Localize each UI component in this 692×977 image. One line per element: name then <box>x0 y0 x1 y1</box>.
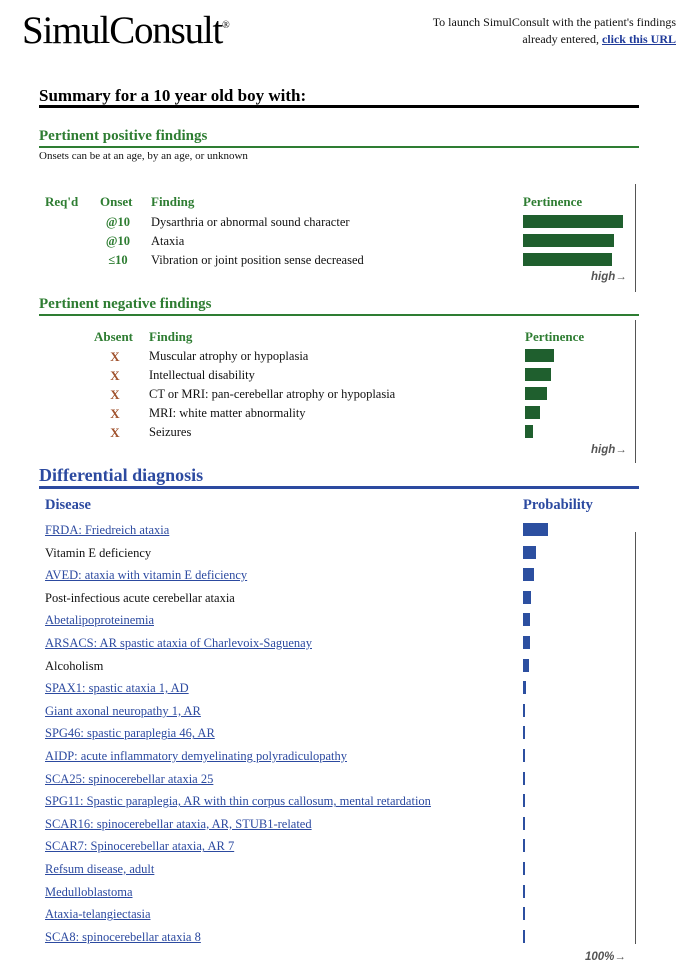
probability-bar <box>523 907 525 920</box>
differential-divider <box>39 486 639 489</box>
positive-findings-title: Pertinent positive findings <box>39 128 208 144</box>
col-negative-pertinence-header: Pertinence <box>525 329 585 344</box>
positive-scale-line <box>635 184 636 292</box>
probability-bar <box>523 794 525 807</box>
disease-link[interactable]: SPG46: spastic paraplegia 46, AR <box>45 726 215 741</box>
probability-bar <box>523 862 525 875</box>
disease-name: Post-infectious acute cerebellar ataxia <box>45 590 235 605</box>
disease-link[interactable]: Abetalipoproteinemia <box>45 613 154 628</box>
probability-bar <box>523 568 534 581</box>
negative-high-label: high→ <box>591 444 627 456</box>
pertinence-bar <box>525 368 551 381</box>
col-negative-finding-header: Finding <box>149 329 193 344</box>
probability-bar <box>523 749 525 762</box>
registered-mark: ® <box>222 20 229 31</box>
negative-findings-title: Pertinent negative findings <box>39 296 212 312</box>
absent-mark-icon: X <box>110 387 120 402</box>
disease-link[interactable]: SPG11: Spastic paraplegia, AR with thin corpus callosum, mental retardation <box>45 794 431 809</box>
probability-bar <box>523 839 525 852</box>
positive-finding: Dysarthria or abnormal sound character <box>151 215 350 229</box>
negative-finding: MRI: white matter abnormality <box>149 406 306 420</box>
disease-link[interactable]: SCA8: spinocerebellar ataxia 8 <box>45 929 201 944</box>
disease-link[interactable]: SCAR16: spinocerebellar ataxia, AR, STUB1-related <box>45 816 312 831</box>
probability-bar <box>523 930 525 943</box>
pertinence-bar <box>525 425 533 438</box>
disease-link[interactable]: AVED: ataxia with vitamin E deficiency <box>45 568 248 583</box>
col-probability-header: Probability <box>523 497 593 513</box>
col-required-header: Req'd <box>45 194 79 209</box>
positive-finding: Vibration or joint position sense decreased <box>151 253 364 267</box>
disease-link[interactable]: Medulloblastoma <box>45 884 133 899</box>
probability-bar <box>523 523 548 536</box>
summary-divider <box>39 105 639 108</box>
disease-link[interactable]: Refsum disease, adult <box>45 862 155 876</box>
negative-scale-line <box>635 320 636 463</box>
onset-value: @10 <box>105 234 131 248</box>
positive-finding: Ataxia <box>151 234 185 248</box>
pertinence-bar <box>523 234 614 247</box>
probability-bar <box>523 636 530 649</box>
pertinence-bar <box>523 253 612 266</box>
probability-scale-line <box>635 532 636 944</box>
probability-bar <box>523 591 531 604</box>
pertinence-bar <box>523 215 623 228</box>
probability-bar <box>523 772 525 785</box>
disease-link[interactable]: Giant axonal neuropathy 1, AR <box>45 703 201 718</box>
negative-finding: CT or MRI: pan-cerebellar atrophy or hypoplasia <box>149 387 396 401</box>
disease-link[interactable]: FRDA: Friedreich ataxia <box>45 523 170 537</box>
onset-value: @10 <box>105 215 131 229</box>
disease-link[interactable]: SPAX1: spastic ataxia 1, AD <box>45 681 189 696</box>
probability-bar <box>523 681 526 694</box>
probability-bar <box>523 659 529 672</box>
pertinence-bar <box>525 387 547 400</box>
positive-high-label: high→ <box>591 271 627 283</box>
disease-link[interactable]: Ataxia-telangiectasia <box>45 907 151 922</box>
launch-instructions <box>416 14 676 48</box>
probability-bar <box>523 726 525 739</box>
onset-explanation: Onsets can be at an age, by an age, or unknown <box>39 150 248 162</box>
disease-link[interactable]: ARSACS: AR spastic ataxia of Charlevoix-Saguenay <box>45 636 312 650</box>
pertinence-bar <box>525 406 540 419</box>
col-disease-header: Disease <box>45 497 91 513</box>
absent-mark-icon: X <box>110 406 120 421</box>
positive-divider <box>39 146 639 148</box>
negative-finding: Intellectual disability <box>149 368 255 382</box>
disease-link[interactable]: SCAR7: Spinocerebellar ataxia, AR 7 <box>45 839 235 854</box>
negative-finding: Seizures <box>149 425 192 439</box>
probability-bar <box>523 704 525 717</box>
absent-mark-icon: X <box>110 368 120 383</box>
col-pertinence-header: Pertinence <box>523 194 583 209</box>
col-onset-header: Onset <box>100 194 133 209</box>
disease-link[interactable]: SCA25: spinocerebellar ataxia 25 <box>45 771 214 786</box>
absent-mark-icon: X <box>110 425 120 440</box>
probability-max-label: 100%→ <box>585 951 626 963</box>
disease-name: Vitamin E deficiency <box>45 545 152 560</box>
simulconsult-logo <box>22 8 229 53</box>
absent-mark-icon: X <box>110 349 120 364</box>
probability-bar <box>523 817 525 830</box>
col-finding-header: Finding <box>151 194 195 209</box>
onset-value: ≤10 <box>108 253 128 267</box>
negative-finding: Muscular atrophy or hypoplasia <box>149 349 309 363</box>
disease-link[interactable]: AIDP: acute inflammatory demyelinating polyradiculopathy <box>45 749 348 763</box>
launch-text: To launch SimulConsult with the patient's findings already entered, <box>432 15 676 46</box>
disease-name: Alcoholism <box>45 658 104 673</box>
col-absent-header: Absent <box>94 329 134 344</box>
probability-bar <box>523 546 536 559</box>
launch-url-link[interactable]: click this URL <box>601 32 676 46</box>
summary-title: Summary for a 10 year old boy with: <box>39 86 307 105</box>
probability-bar <box>523 613 530 626</box>
probability-bar <box>523 885 525 898</box>
negative-divider <box>39 314 639 316</box>
differential-title: Differential diagnosis <box>39 465 204 485</box>
logo-text: SimulConsult <box>22 9 223 52</box>
pertinence-bar <box>525 349 554 362</box>
